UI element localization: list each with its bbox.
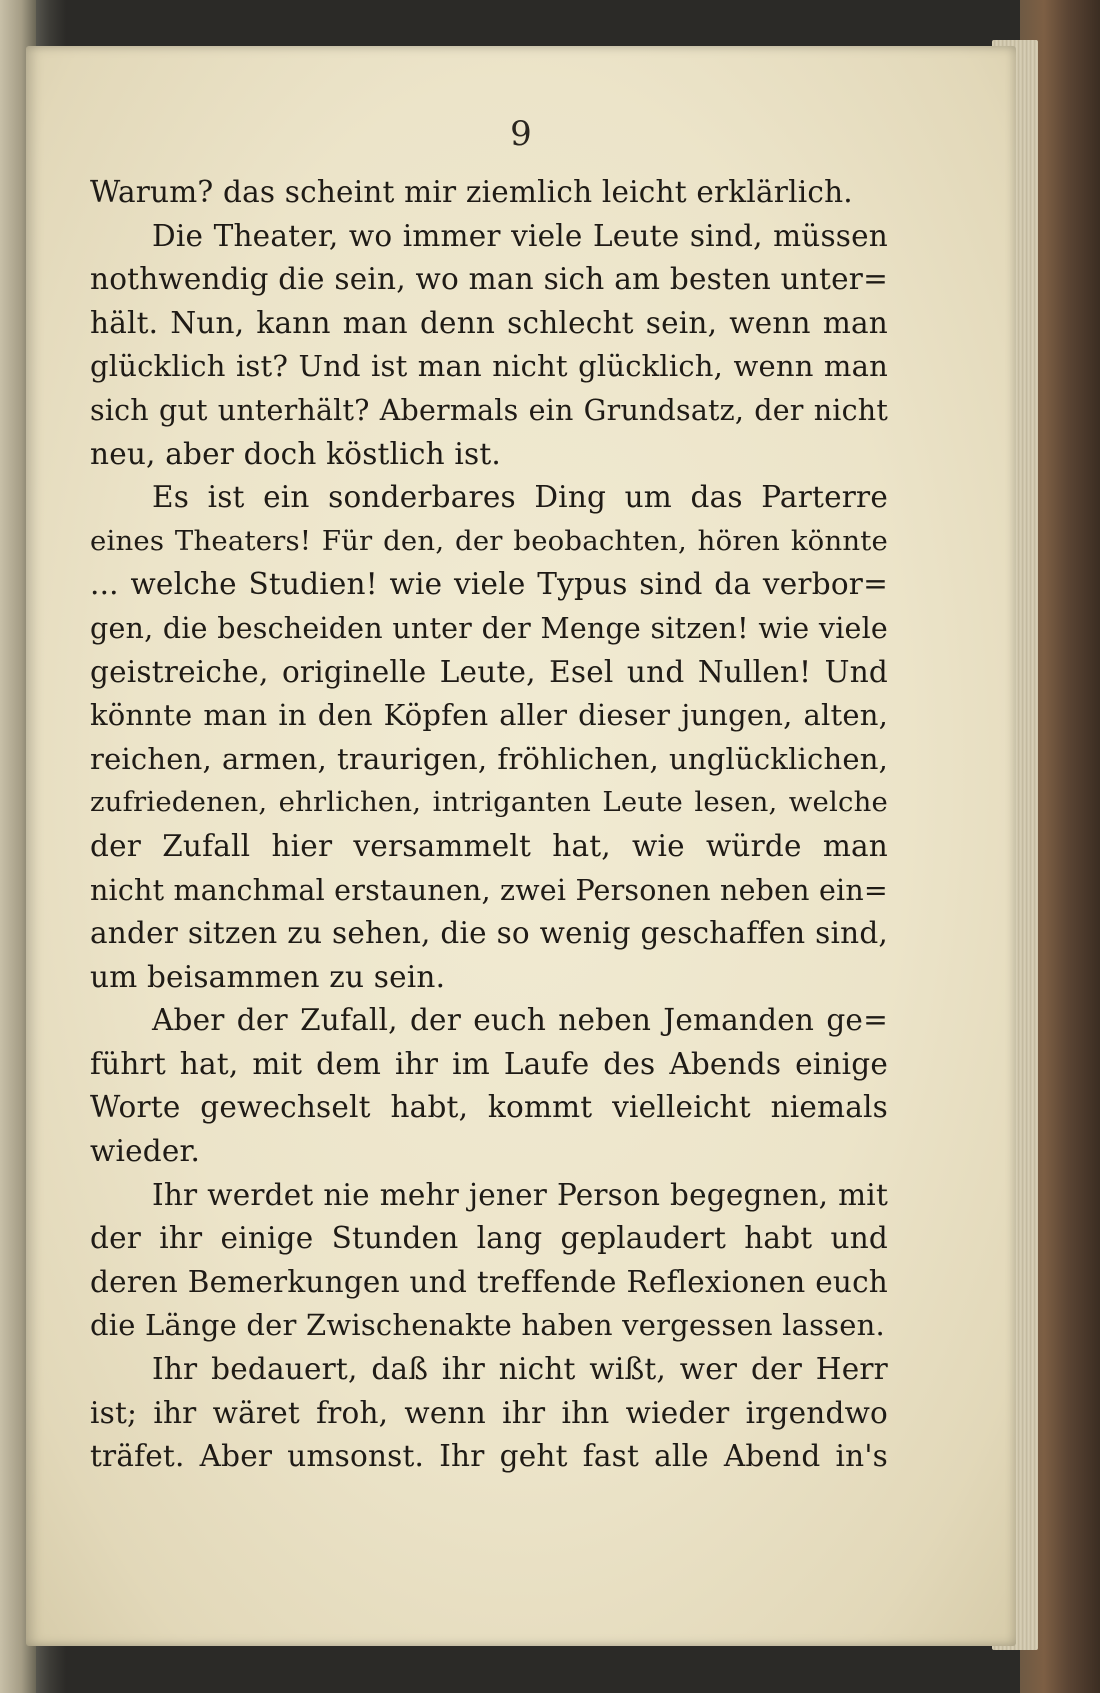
text-line: wieder. (90, 1134, 201, 1169)
text-line: um beisammen zu sein. (90, 959, 446, 994)
text-line: Die Theater, wo immer viele Leute sind, müssen (152, 218, 888, 253)
text-line: geistreiche, originelle Leute, Esel und Nullen! Und (90, 654, 888, 689)
text-line: nicht manchmal erstaunen, zwei Personen neben ein= (90, 873, 888, 907)
text-line: Ihr bedauert, daß ihr nicht wißt, wer der Herr (152, 1352, 888, 1387)
book-page (26, 46, 1016, 1646)
text-line: der Zufall hier versammelt hat, wie würde man (90, 828, 888, 863)
text-line: der ihr einige Stunden lang geplaudert habt und (90, 1221, 888, 1256)
page-number: 9 (510, 114, 532, 154)
text-line: Worte gewechselt habt, kommt vielleicht niemals (90, 1090, 888, 1125)
text-line: eines Theaters! Für den, der beobachten, hören könnte (90, 524, 888, 557)
text-line: führt hat, mit dem ihr im Laufe des Abends einige (90, 1046, 888, 1081)
text-line: nothwendig die sein, wo man sich am besten unter= (90, 262, 888, 297)
text-line: reichen, armen, traurigen, fröhlichen, unglücklichen, (90, 741, 888, 776)
text-line: zufriedenen, ehrlichen, intriganten Leute lesen, welche (90, 786, 888, 819)
text-line: ander sitzen zu sehen, die so wenig geschaffen sind, (90, 916, 888, 951)
text-line: Ihr werdet nie mehr jener Person begegnen, mit (152, 1177, 888, 1212)
text-line: Aber der Zufall, der euch neben Jemanden ge= (152, 1003, 888, 1038)
text-line: neu, aber doch köstlich ist. (90, 436, 501, 471)
text-line: träfet. Aber umsonst. Ihr geht fast alle Abend in's (90, 1439, 888, 1474)
text-line: die Länge der Zwischenakte haben vergessen lassen. (90, 1308, 885, 1343)
text-line: könnte man in den Köpfen aller dieser jungen, alten, (90, 698, 888, 733)
text-line: ist; ihr wäret froh, wenn ihr ihn wieder irgendwo (90, 1395, 888, 1430)
text-line: sich gut unterhält? Abermals ein Grundsatz, der nicht (90, 393, 888, 427)
text-line: Es ist ein sonderbares Ding um das Parterre (152, 480, 888, 515)
text-line: hält. Nun, kann man denn schlecht sein, wenn man (90, 305, 888, 340)
text-line: gen, die bescheiden unter der Menge sitzen! wie viele (90, 611, 888, 645)
text-line: Warum? das scheint mir ziemlich leicht erklärlich. (90, 175, 853, 209)
body-text (90, 171, 888, 1479)
text-line: ... welche Studien! wie viele Typus sind da verbor= (90, 567, 888, 602)
text-line: glücklich ist? Und ist man nicht glücklich, wenn man (90, 349, 888, 384)
text-line: deren Bemerkungen und treffende Reflexionen euch (90, 1264, 888, 1299)
